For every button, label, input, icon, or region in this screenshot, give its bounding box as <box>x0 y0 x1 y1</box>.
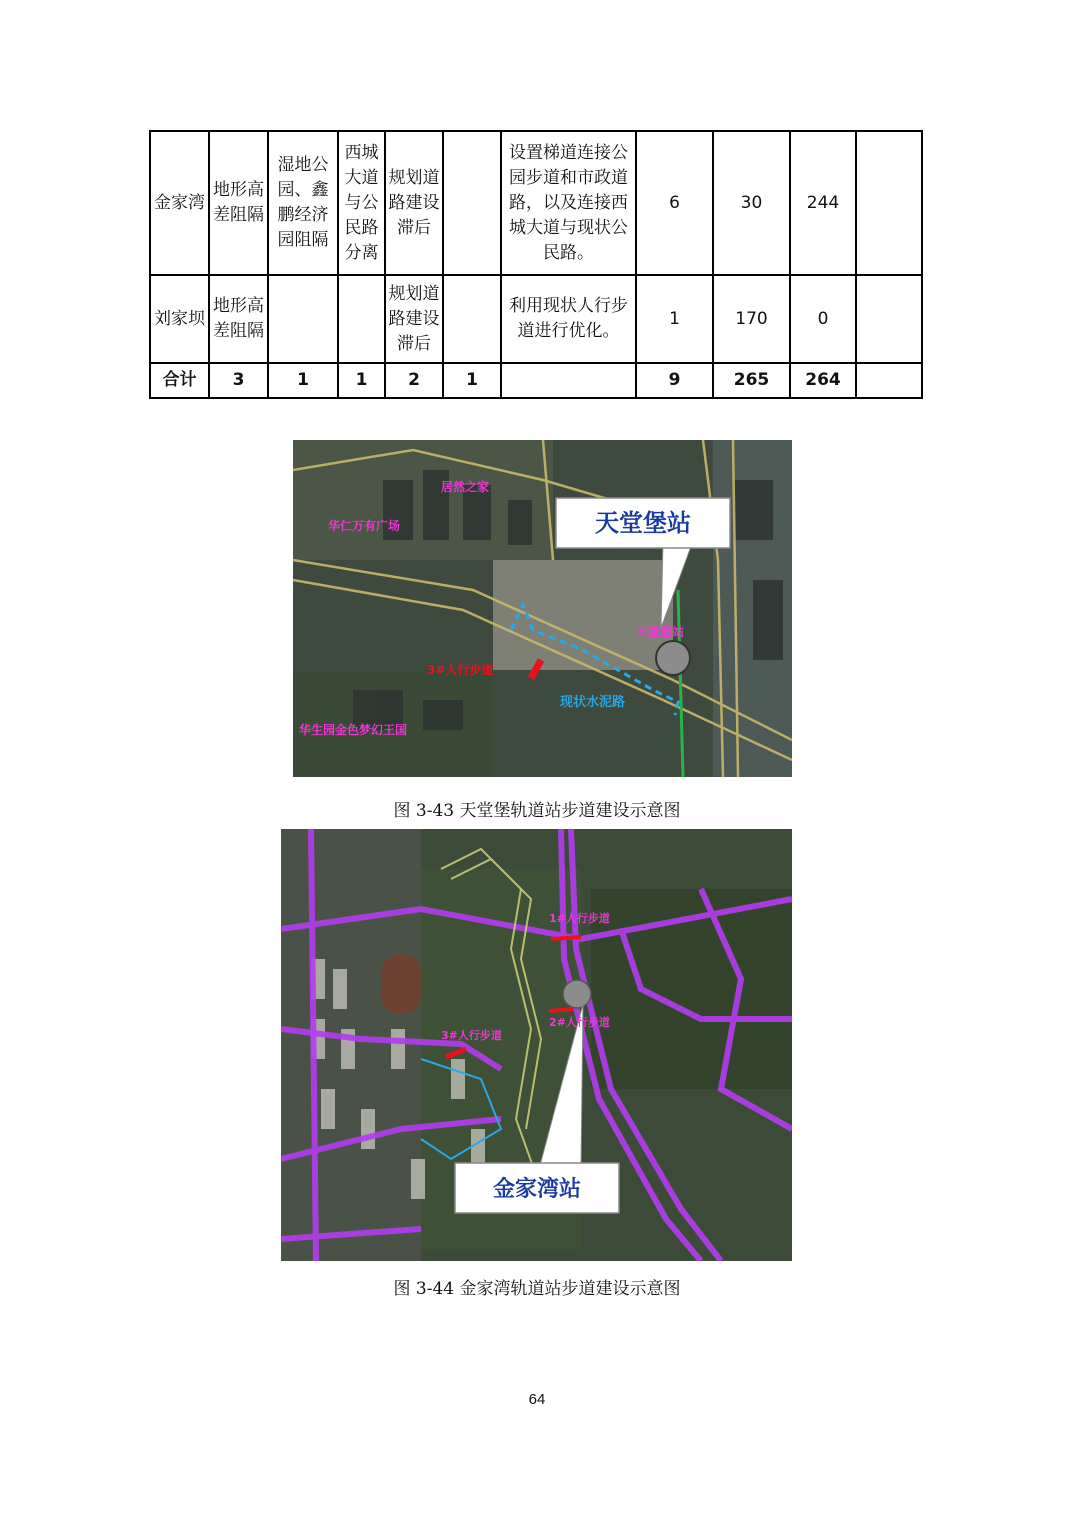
figure-caption: 图 3-44 金家湾轨道站步道建设示意图 <box>393 1279 681 1299</box>
map-label: 3#人行步道 <box>427 663 494 677</box>
table-row <box>150 131 922 275</box>
total-cell <box>501 363 636 398</box>
callout-station-name: 天堂堡站 <box>595 509 691 537</box>
table-cell <box>338 275 385 363</box>
station-name-cell: 金家湾 <box>150 131 209 275</box>
number-cell <box>856 131 922 275</box>
total-cell: 1 <box>268 363 338 398</box>
satellite-map-1 <box>293 440 792 777</box>
measure-cell: 利用现状人行步道进行优化。 <box>501 275 636 363</box>
number-cell: 1 <box>636 275 713 363</box>
number-cell: 170 <box>713 275 790 363</box>
station-walkway-table <box>149 130 923 399</box>
total-cell: 9 <box>636 363 713 398</box>
map-label: 华生园金色梦幻王国 <box>299 723 408 737</box>
page-number: 64 <box>528 1391 546 1408</box>
table-cell: 规划道路建设滞后 <box>385 275 443 363</box>
total-label: 合计 <box>150 363 209 398</box>
figure-caption: 图 3-43 天堂堡轨道站步道建设示意图 <box>393 801 681 821</box>
table-cell <box>268 275 338 363</box>
number-cell: 30 <box>713 131 790 275</box>
map-label: 现状水泥路 <box>560 695 626 710</box>
table-cell: 湿地公园、鑫鹏经济园阻隔 <box>268 131 338 275</box>
total-cell: 1 <box>443 363 501 398</box>
measure-cell: 设置梯道连接公园步道和市政道路，以及连接西城大道与现状公民路。 <box>501 131 636 275</box>
total-cell <box>856 363 922 398</box>
jinjiawan-station-map <box>281 829 792 1261</box>
table-cell: 地形高差阻隔 <box>209 275 268 363</box>
map-label: 3#人行步道 <box>441 1029 502 1042</box>
table-cell: 西城大道与公民路分离 <box>338 131 385 275</box>
map-label: 1#人行步道 <box>549 912 610 925</box>
table-cell: 规划道路建设滞后 <box>385 131 443 275</box>
map-label: 居然之家 <box>441 480 490 494</box>
total-cell: 2 <box>385 363 443 398</box>
table-row <box>150 275 922 363</box>
table-cell: 地形高差阻隔 <box>209 131 268 275</box>
table-cell <box>443 275 501 363</box>
station-name-cell: 刘家坝 <box>150 275 209 363</box>
callout-station-name: 金家湾站 <box>492 1177 582 1202</box>
tiantangbao-station-map <box>293 440 792 777</box>
table-cell <box>443 131 501 275</box>
total-cell: 264 <box>790 363 856 398</box>
number-cell: 244 <box>790 131 856 275</box>
map-label: 华仁万有广场 <box>328 519 401 533</box>
total-cell: 3 <box>209 363 268 398</box>
table-total-row <box>150 363 922 398</box>
number-cell <box>856 275 922 363</box>
total-cell: 1 <box>338 363 385 398</box>
map-label: 2#人行步道 <box>549 1016 610 1029</box>
number-cell: 6 <box>636 131 713 275</box>
total-cell: 265 <box>713 363 790 398</box>
number-cell: 0 <box>790 275 856 363</box>
satellite-map-2 <box>281 829 792 1261</box>
map-label: 天堂堡站 <box>636 625 685 639</box>
